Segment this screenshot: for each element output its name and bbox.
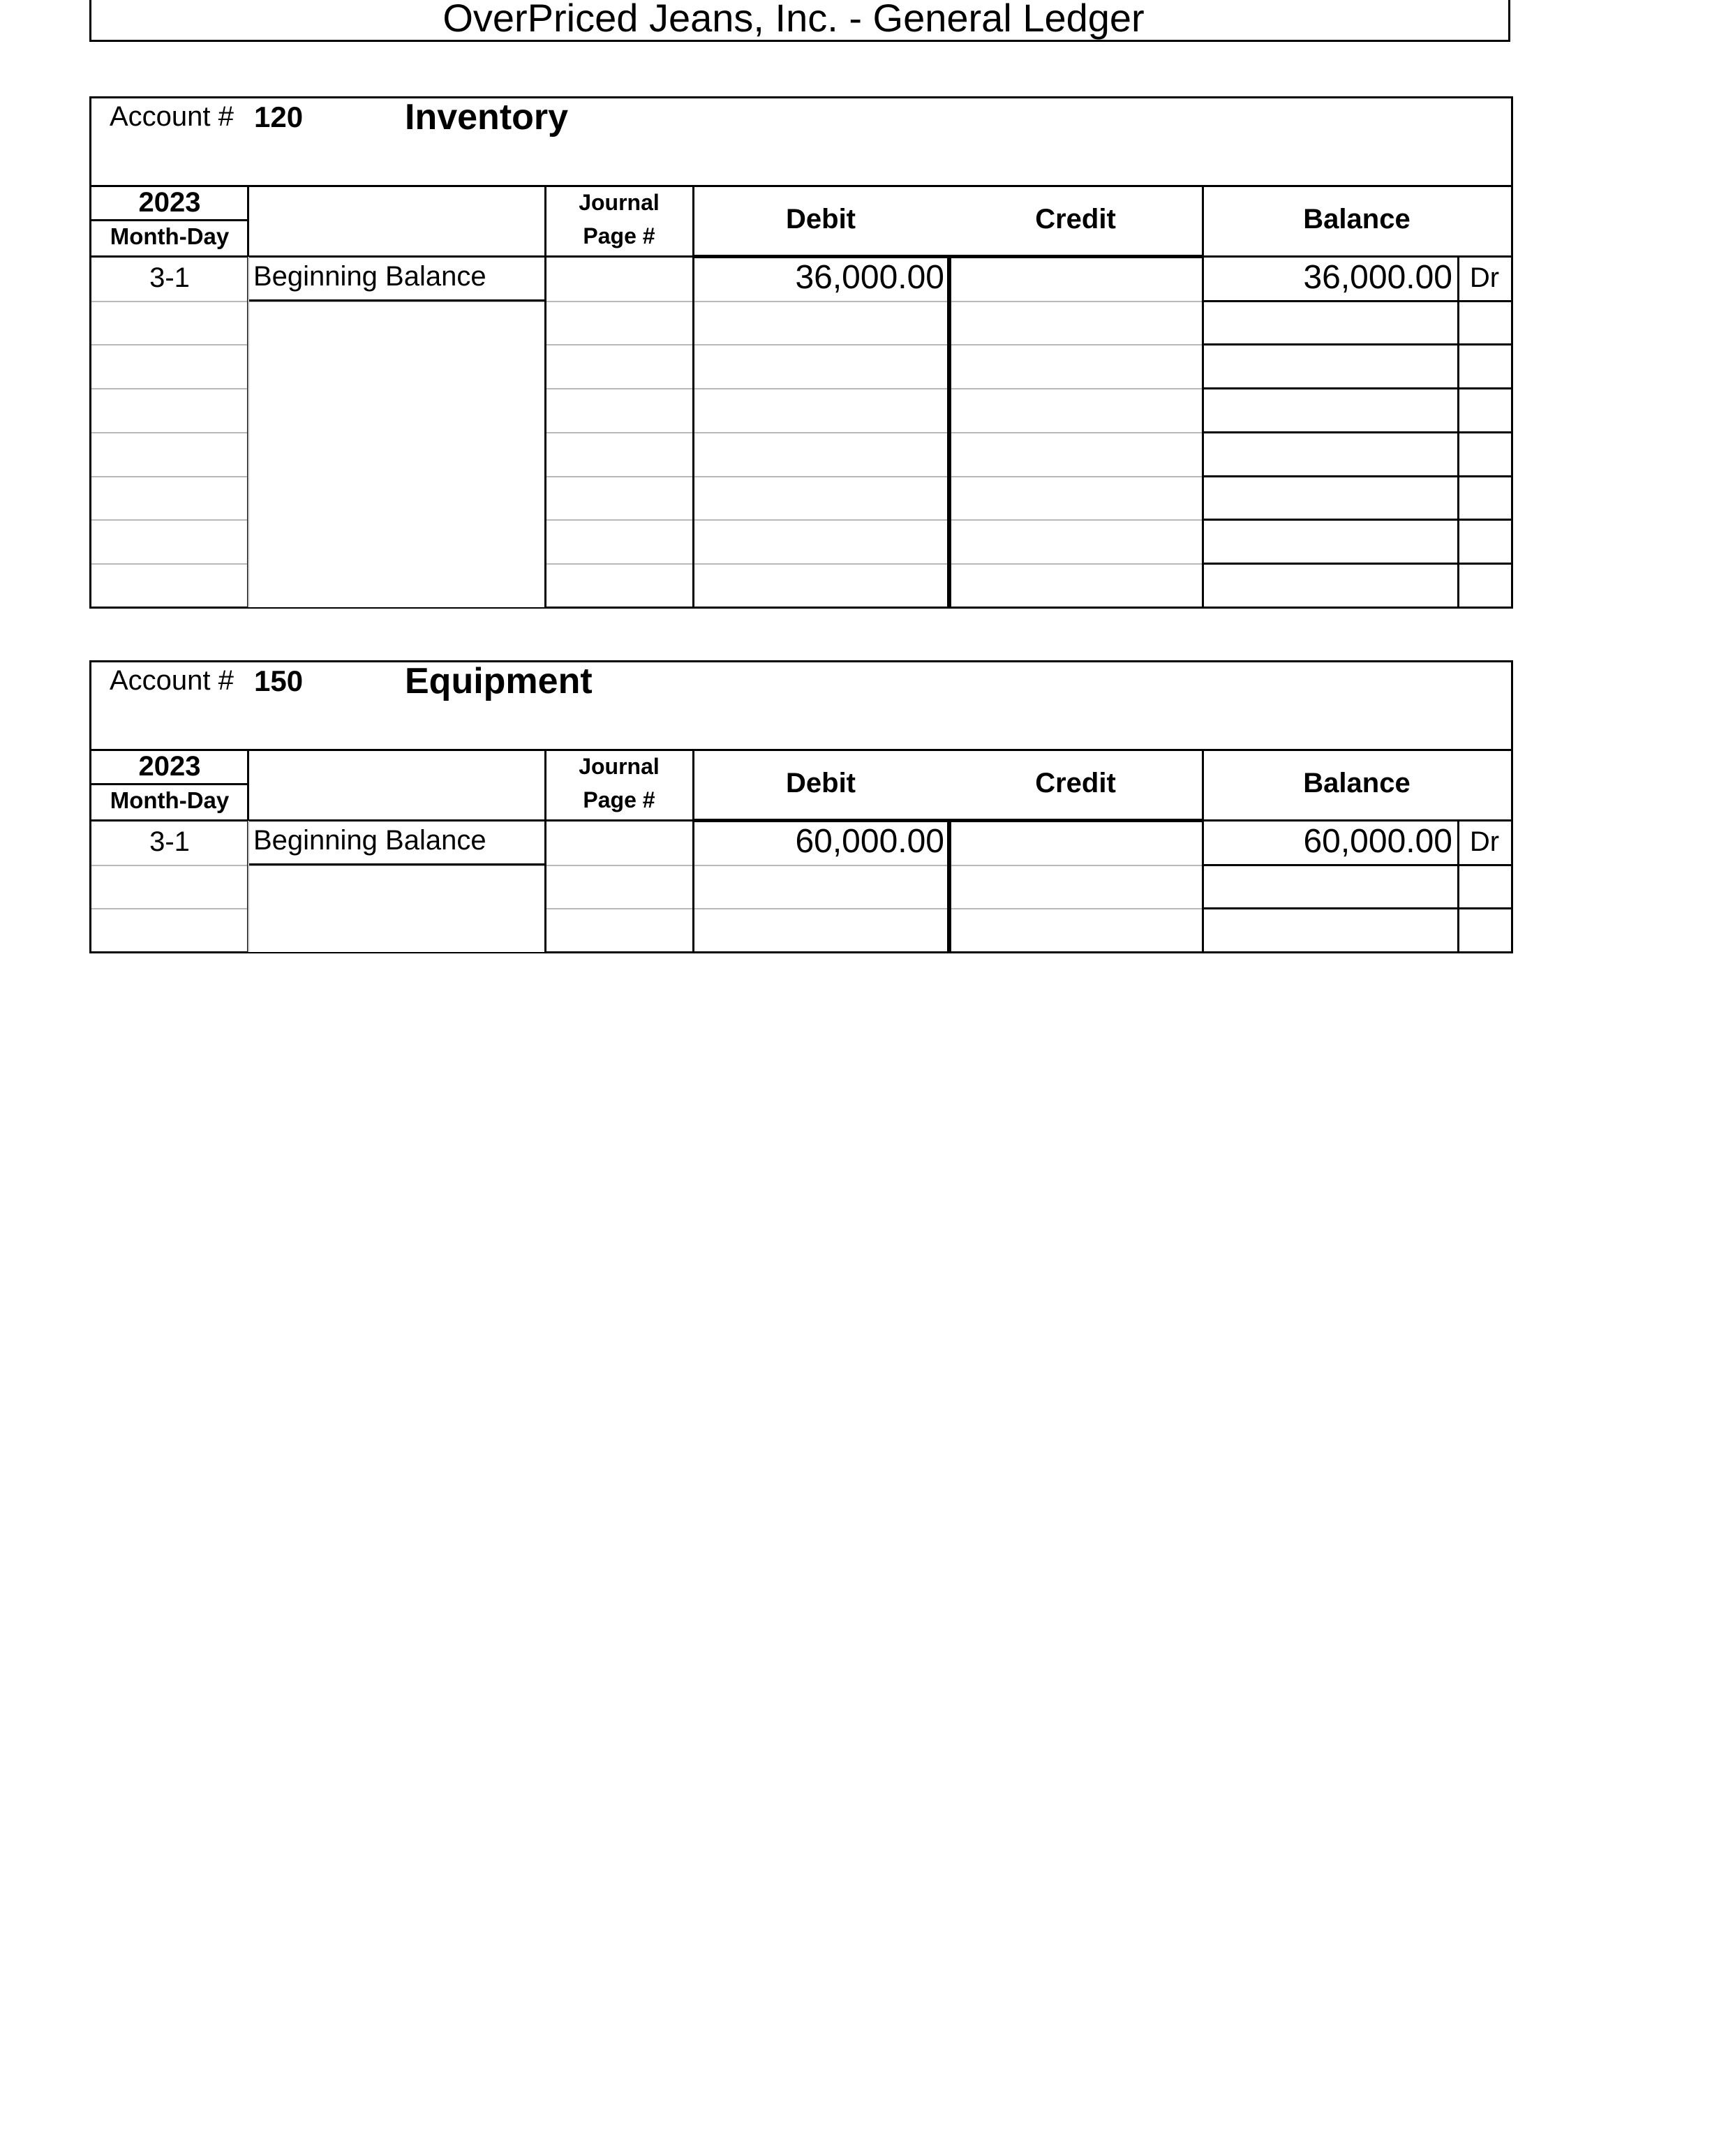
entry-debit: 36,000.00 xyxy=(795,259,944,296)
description-blank xyxy=(249,866,545,952)
entry-dr-cr: Dr xyxy=(1469,262,1500,293)
balance-row-line xyxy=(1203,431,1511,433)
account-equipment xyxy=(89,660,1513,953)
ledger-title-box xyxy=(89,0,1510,42)
credit-header: Credit xyxy=(1035,204,1116,235)
year-header: 2023 xyxy=(138,187,201,218)
year-underline xyxy=(91,783,248,785)
column-line xyxy=(544,187,546,607)
ledger-grid xyxy=(91,187,1511,607)
description-blank xyxy=(249,302,545,607)
account-number: 120 xyxy=(254,101,304,133)
credit-header: Credit xyxy=(1035,768,1116,798)
balance-row-line xyxy=(1203,864,1511,866)
description-underline xyxy=(248,863,545,865)
journal-page-header: Page # xyxy=(583,787,655,812)
ledger-title: OverPriced Jeans, Inc. - General Ledger xyxy=(442,0,1145,40)
account-name: Inventory xyxy=(405,97,569,137)
journal-page-header: Page # xyxy=(583,223,655,248)
entry-date: 3-1 xyxy=(149,826,190,857)
year-header: 2023 xyxy=(138,751,201,782)
account-number: 150 xyxy=(254,664,304,697)
entry-dr-cr: Dr xyxy=(1469,826,1500,857)
account-header xyxy=(91,98,1511,187)
debit-credit-divider xyxy=(947,821,951,952)
entry-description: Beginning Balance xyxy=(253,825,486,856)
column-line xyxy=(544,751,546,952)
header-line xyxy=(1203,255,1511,258)
year-underline xyxy=(91,219,248,221)
debit-credit-divider xyxy=(947,257,951,607)
header-line xyxy=(1203,819,1511,821)
balance-row-line xyxy=(1203,300,1511,302)
header-line xyxy=(91,255,693,258)
account-header xyxy=(91,662,1511,751)
description-underline xyxy=(248,299,545,302)
entry-description: Beginning Balance xyxy=(253,261,486,292)
column-line xyxy=(1202,187,1204,607)
balance-header: Balance xyxy=(1303,204,1411,235)
month-day-header: Month-Day xyxy=(110,223,230,249)
balance-row-line xyxy=(1203,387,1511,389)
balance-row-line xyxy=(1203,563,1511,565)
header-line xyxy=(91,819,693,821)
account-name: Equipment xyxy=(405,661,593,701)
entry-balance: 36,000.00 xyxy=(1303,259,1452,296)
balance-row-line xyxy=(1203,907,1511,909)
column-line xyxy=(692,187,694,607)
month-day-header: Month-Day xyxy=(110,787,230,813)
entry-debit: 60,000.00 xyxy=(795,823,944,860)
journal-header: Journal xyxy=(579,754,660,779)
account-label: Account # xyxy=(110,665,234,696)
balance-row-line xyxy=(1203,475,1511,477)
balance-row-line xyxy=(1203,343,1511,345)
debit-header: Debit xyxy=(786,204,856,235)
column-line xyxy=(248,821,249,952)
account-label: Account # xyxy=(110,101,234,132)
balance-header: Balance xyxy=(1303,768,1411,798)
ledger-grid xyxy=(91,751,1511,952)
entry-date: 3-1 xyxy=(149,262,190,293)
column-line xyxy=(1457,257,1459,607)
balance-row-line xyxy=(1203,519,1511,521)
entry-balance: 60,000.00 xyxy=(1303,823,1452,860)
account-inventory xyxy=(89,96,1513,609)
journal-header: Journal xyxy=(579,190,660,215)
debit-header: Debit xyxy=(786,768,856,798)
column-line xyxy=(248,257,249,607)
